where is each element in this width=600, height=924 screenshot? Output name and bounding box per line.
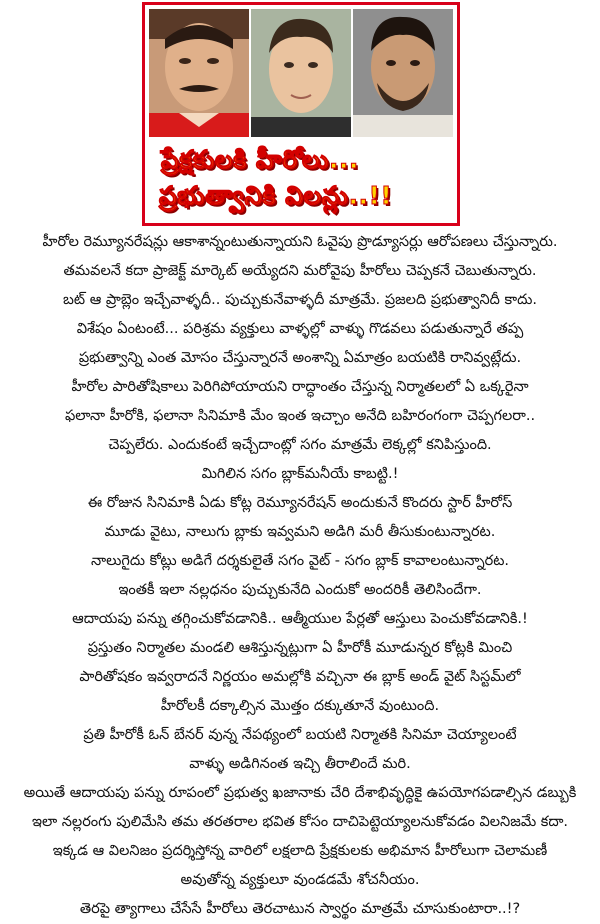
actor-photo-1 [149, 9, 249, 137]
article-body [0, 228, 600, 924]
article-line: అవుతోన్న వ్యక్తులూ వుండడమే శోచనీయం. [180, 872, 420, 888]
actor-photo-mustache-icon [149, 9, 249, 137]
article-line: తమవలనే కదా ప్రాజెక్ట్ మార్కెట్ అయ్యేదని మరోవైపు హీరోలు చెప్పకనే చెబుతున్నారు. [63, 263, 537, 279]
article-line: తెరపై త్యాగాలు చేసేసే హీరోలు తెరచాటున స్వార్థం మాత్రమే చూసుకుంటారా..!? [79, 901, 521, 917]
article-line: మూడు వైటు, నాలుగు బ్లాకు ఇవ్వమని అడిగి మరీ తీసుకుంటున్నారట. [104, 524, 496, 540]
article-line: అయితే ఆదాయపు పన్ను రూపంలో ప్రభుత్వ ఖజానాకు చేరి దేశాభివృద్ధికై ఉపయోగపడాల్సిన డబ్బుకి [23, 785, 577, 801]
article-line: విశేషం ఏంటంటే... పరిశ్రమ వ్యక్తులు వాళ్ళల్లో వాళ్ళు గొడవలు పడుతున్నారే తప్ప [76, 321, 524, 337]
article-line: హీరోల పారితోషికాలు పెరిగిపోయాయని రాద్ధాంతం చేస్తున్న నిర్మాతలలో ఏ ఒక్కరైనా [71, 379, 529, 395]
banner-title-line-2: ప్రభుత్వానికి విలన్లు..!! [159, 181, 393, 210]
actor-photo-3 [353, 9, 453, 137]
actor-photo-2 [251, 9, 351, 137]
article-line: ఇంతకీ ఇలా నల్లధనం పుచ్చుకునేది ఎందుకో అందరికీ తెలిసిందేగా. [118, 582, 482, 598]
article-line: పారితోషకం ఇవ్వరాదనే నిర్ణయం అమల్లోకి వచ్చినా ఈ బ్లాక్ అండ్ వైట్ సిస్టమ్‌లో [79, 669, 521, 685]
actor-photo-young-man-icon [251, 9, 351, 137]
article-line: ప్రస్తుతం నిర్మాతల మండలి ఆశిస్తున్నట్లుగా ఏ హీరోకీ మూడున్నర కోట్లకి మించి [87, 640, 513, 656]
article-line: నాలుగైదు కోట్లు అడిగే దర్శకులైతే సగం వైట్ - సగం బ్లాక్ కావాలంటున్నారట. [91, 553, 509, 569]
article-line: ఆదాయపు పన్ను తగ్గించుకోవడానికి.. ఆత్మీయుల పేర్లతో ఆస్తులు పెంచుకోవడానికి.! [72, 611, 528, 627]
article-line: ఈ రోజున సినిమాకి ఏడు కోట్ల రెమ్యూనరేషన్ అందుకునే కొందరు స్టార్ హీరోస్ [87, 495, 513, 511]
article-line: ఇలా నల్లరంగు పులిమేసి తమ తరతరాల భవిత కోసం దాచిపెట్టెయ్యాలనుకోవడం విలనిజమే కదా. [31, 814, 569, 830]
article-line: మిగిలిన సగం బ్లాక్‌మనీయే కాబట్టి.! [201, 466, 399, 482]
article-line: వాళ్ళు అడిగినంత ఇచ్చి తీరాలిందే మరి. [189, 756, 411, 772]
article-line: ఫలానా హీరోకి, ఫలానా సినిమాకి మేం ఇంత ఇచ్చాం అనేది బహిరంగంగా చెప్పగలరా.. [64, 408, 536, 424]
actor-photo-bearded-man-icon [353, 9, 453, 137]
article-line: ఇక్కడ ఆ విలనిజం ప్రదర్శిస్తోన్న వారిలో లక్షలాది ప్రేక్షకులకు అభిమాన హీరోలుగా చెలామణీ [52, 843, 548, 859]
banner-title-line-1: ప్రేక్షకులకి హీరోలు... [161, 145, 359, 174]
article-line: ప్రభుత్వాన్ని ఎంత మోసం చేస్తున్నారనే అంశాన్ని ఏమాత్రం బయటికి రానివ్వట్లేదు. [78, 350, 522, 366]
article-line: బట్ ఆ ప్రాబ్లెం ఇచ్చేవాళ్ళదీ.. పుచ్చుకునేవాళ్ళదీ మాత్రమే. ప్రజలది ప్రభుత్వానిదీ కాదు. [63, 292, 537, 308]
article-line: హీరోల రెమ్యూనరేషన్లు ఆకాశాన్నంటుతున్నాయని ఓవైపు ప్రొడ్యూసర్లు ఆరోపణలు చేస్తున్నారు. [42, 234, 558, 250]
article-line: ప్రతి హీరోకీ ఓన్ బేనర్ వున్న నేపథ్యంలో బయటి నిర్మాతకి సినిమా చెయ్యాలంటే [83, 727, 517, 743]
article-line: చెప్పలేరు. ఎందుకంటే ఇచ్చేదాంట్లో సగం మాత్రమే లెక్కల్లో కనిపిస్తుంది. [108, 437, 492, 453]
article-line: హీరోలకీ దక్కాల్సిన మొత్తం దక్కుతూనే వుంటుంది. [160, 698, 440, 714]
banner-image [142, 2, 460, 226]
